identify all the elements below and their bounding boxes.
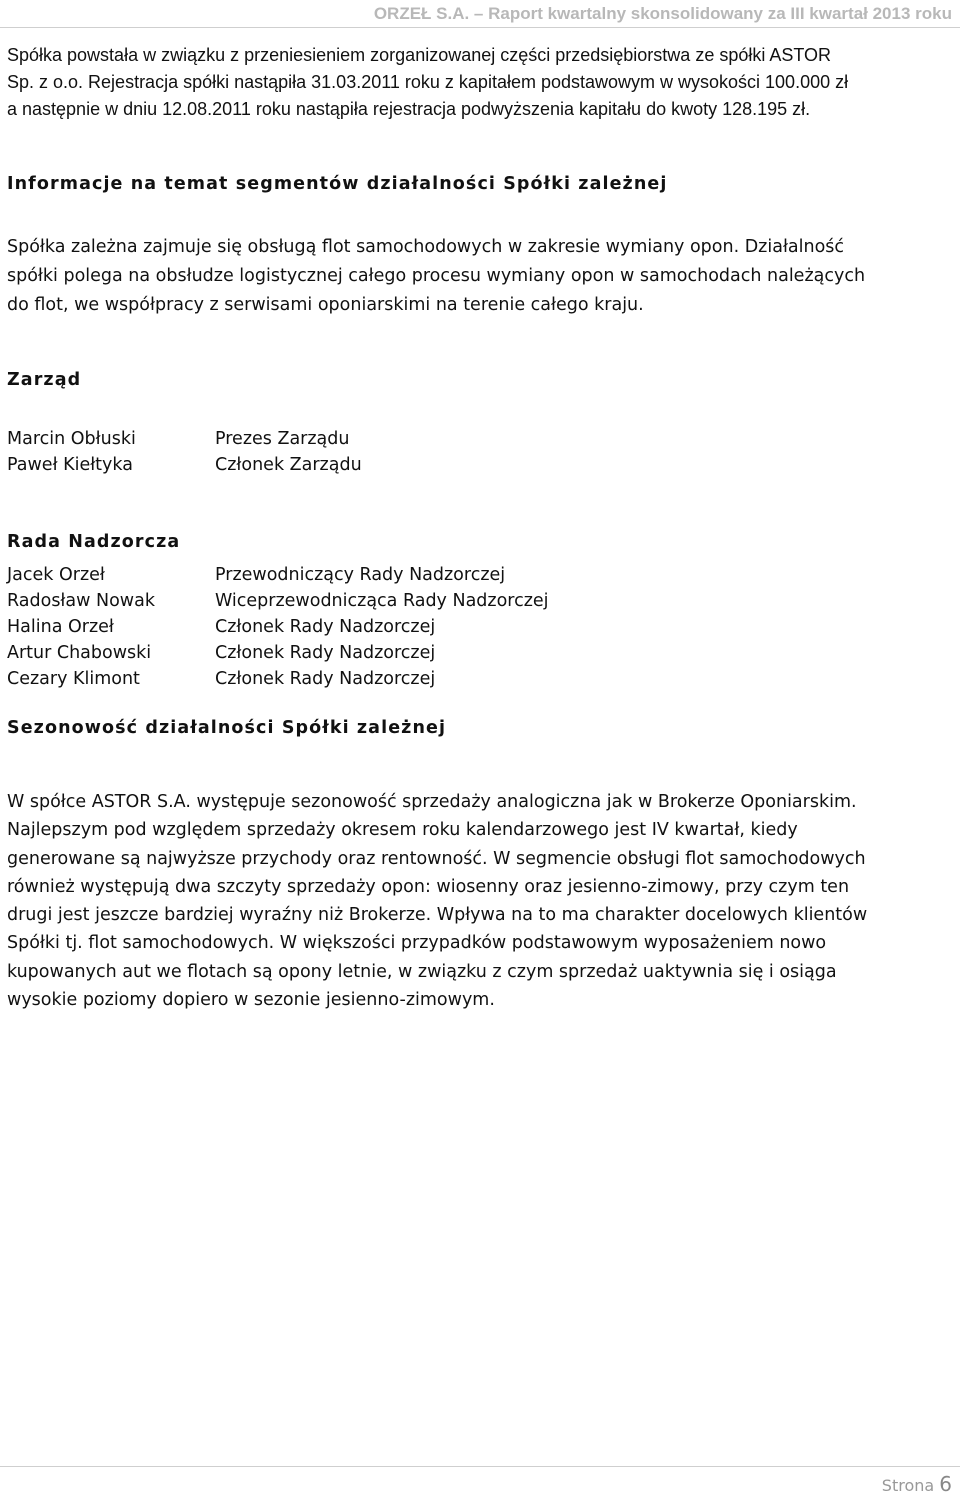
member-role: Prezes Zarządu <box>215 429 350 449</box>
page-header-title: ORZEŁ S.A. – Raport kwartalny skonsolidowany za III kwartał 2013 roku <box>373 4 952 23</box>
text-line: Spółka zależna zajmuje się obsługą flot samochodowych w zakresie wymiany opon. Działalność <box>7 237 845 257</box>
footer-divider <box>0 1466 960 1467</box>
member-name: Artur Chabowski <box>7 643 152 663</box>
member-name: Jacek Orzeł <box>7 565 105 585</box>
member-name: Radosław Nowak <box>7 591 155 611</box>
list-item <box>7 426 707 452</box>
supervisory-list <box>7 562 707 692</box>
board-heading: Zarząd <box>7 370 82 390</box>
member-name: Marcin Obłuski <box>7 429 136 449</box>
member-name: Paweł Kiełtyka <box>7 455 133 475</box>
board-list <box>7 426 707 478</box>
text-line: do flot, we współpracy z serwisami oponiarskimi na terenie całego kraju. <box>7 295 644 315</box>
member-role: Członek Rady Nadzorczej <box>215 669 436 689</box>
text-line: również występują dwa szczyty sprzedaży opon: wiosenny oraz jesienno-zimowy, przy czym ten <box>7 876 850 897</box>
seasonality-heading: Sezonowość działalności Spółki zależnej <box>7 718 447 738</box>
text-line: Spółki tj. flot samochodowych. W większości przypadków podstawowym wyposażeniem nowo <box>7 933 827 954</box>
page-footer <box>882 1472 952 1496</box>
list-item <box>7 666 707 692</box>
page-number: 6 <box>939 1472 952 1496</box>
member-role: Członek Rady Nadzorczej <box>215 617 436 637</box>
text-line: a następnie w dniu 12.08.2011 roku nastąpiła rejestracja podwyższenia kapitału do kwoty 128.195 zł. <box>7 99 811 119</box>
segments-heading: Informacje na temat segmentów działalności Spółki zależnej <box>7 174 668 194</box>
footer-label: Strona <box>881 1476 935 1495</box>
list-item <box>7 452 707 478</box>
member-role: Członek Zarządu <box>215 455 362 475</box>
text-line: Najlepszym pod względem sprzedaży okresem roku kalendarzowego jest IV kwartał, kiedy <box>7 820 798 841</box>
text-line: Sp. z o.o. Rejestracja spółki nastąpiła 31.03.2011 roku z kapitałem podstawowym w wysokości 100.000 zł <box>7 72 849 92</box>
text-line: spółki polega na obsłudze logistycznej całego procesu wymiany opon w samochodach należących <box>7 266 866 286</box>
supervisory-heading: Rada Nadzorcza <box>7 532 181 552</box>
text-line: generowane są najwyższe przychody oraz rentowność. W segmencie obsługi flot samochodowych <box>7 848 866 869</box>
segments-paragraph <box>7 233 953 320</box>
text-line: kupowanych aut we flotach są opony letnie, w związku z czym sprzedaż uaktywnia się i osiąga <box>7 961 837 982</box>
member-name: Cezary Klimont <box>7 669 140 689</box>
intro-paragraph <box>7 42 953 123</box>
member-role: Przewodniczący Rady Nadzorczej <box>215 565 506 585</box>
list-item <box>7 614 707 640</box>
member-name: Halina Orzeł <box>7 617 114 637</box>
member-role: Wiceprzewodnicząca Rady Nadzorczej <box>215 591 549 611</box>
header-divider <box>0 27 960 28</box>
list-item <box>7 562 707 588</box>
seasonality-paragraph <box>7 788 953 1014</box>
list-item <box>7 588 707 614</box>
text-line: wysokie poziomy dopiero w sezonie jesienno-zimowym. <box>7 990 495 1011</box>
member-role: Członek Rady Nadzorczej <box>215 643 436 663</box>
text-line: Spółka powstała w związku z przeniesieniem zorganizowanej części przedsiębiorstwa ze spółki ASTOR <box>7 45 832 65</box>
list-item <box>7 640 707 666</box>
text-line: W spółce ASTOR S.A. występuje sezonowość sprzedaży analogiczna jak w Brokerze Oponiarskim. <box>7 792 857 812</box>
text-line: drugi jest jeszcze bardziej wyraźny niż Brokerze. Wpływa na to ma charakter docelowych klientów <box>7 905 868 926</box>
